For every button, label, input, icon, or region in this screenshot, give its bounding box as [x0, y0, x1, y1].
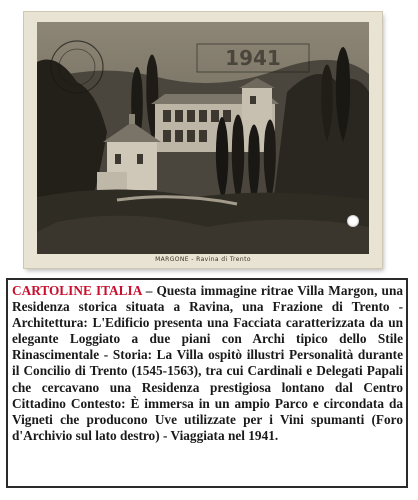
archive-hole — [347, 215, 359, 227]
photo-illustration — [37, 22, 369, 254]
brand-name: CARTOLINE ITALIA — [12, 283, 142, 298]
description-box — [6, 278, 408, 488]
villa-margon-photo — [37, 22, 369, 254]
postcard — [24, 12, 382, 268]
postmark-year: 1941 — [225, 46, 281, 70]
description-body: – Questa immagine ritrae Villa Margon, una Residenza storica situata a Ravina, una Frazione di Trento - Architettura: L'Edificio presenta una Facciata caratterizzata da un elegante Loggiato a due piani con Archi tipico dello Stile Rinascimentale - Storia: La Villa ospitò illustri Personalità durante il Concilio di Trento (1545-1563), tra cui Cardinali e Delegati Papali che cercavano una Residenza prestigiosa lontano dal Centro Cittadino Contesto: È immersa in un ampio Parco e circondata da Vigneti che producono Uve utilizzate per i Vini spumanti (Foro d'Archivio sul lato destro) - Viaggiata nel 1941. — [12, 283, 403, 443]
description-text — [12, 283, 403, 444]
postcard-caption: MARGONE - Ravina di Trento — [155, 256, 251, 263]
